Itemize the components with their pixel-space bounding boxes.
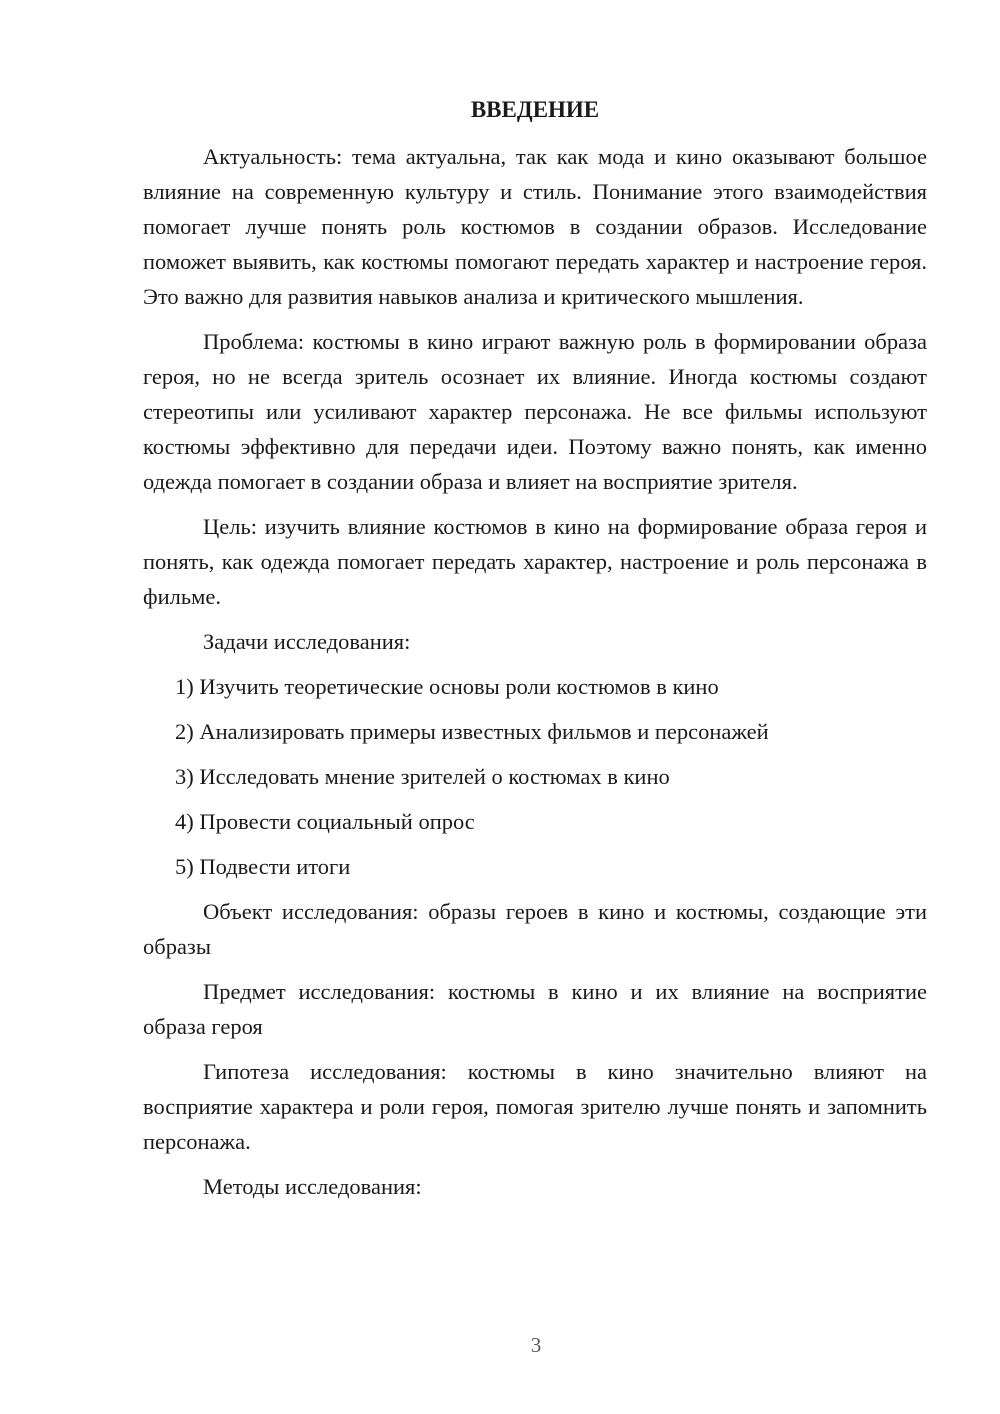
tasks-list	[143, 669, 927, 884]
paragraph-subject: Предмет исследования: костюмы в кино и их влияние на восприятие образа героя	[143, 979, 927, 1039]
paragraph-problem: Проблема: костюмы в кино играют важную роль в формировании образа героя, но не всегда зритель осознает их влияние. Иногда костюмы создают стереотипы или усиливают характер персонажа. Не все фильмы используют костюмы эффективно для передачи идеи. Поэтому важно понять, как именно одежда помогает в создании образа и влияет на восприятие зрителя.	[143, 329, 927, 494]
page-number: 3	[530, 1333, 542, 1357]
task-item: 1) Изучить теоретические основы роли костюмов в кино	[175, 674, 719, 699]
page-content	[143, 92, 927, 1214]
task-item: 4) Провести социальный опрос	[175, 809, 475, 834]
methods-heading: Методы исследования:	[203, 1174, 422, 1199]
tasks-heading: Задачи исследования:	[203, 629, 411, 654]
paragraph-object: Объект исследования: образы героев в кино и костюмы, создающие эти образы	[143, 899, 927, 959]
task-item: 3) Исследовать мнение зрителей о костюмах в кино	[175, 764, 670, 789]
task-item: 5) Подвести итоги	[175, 854, 351, 879]
paragraph-goal: Цель: изучить влияние костюмов в кино на формирование образа героя и понять, как одежда помогает передать характер, настроение и роль персонажа в фильме.	[143, 514, 927, 609]
task-item: 2) Анализировать примеры известных фильмов и персонажей	[175, 719, 769, 744]
section-title: ВВЕДЕНИЕ	[470, 97, 600, 122]
paragraph-relevance: Актуальность: тема актуальна, так как мода и кино оказывают большое влияние на современную культуру и стиль. Понимание этого взаимодействия помогает лучше понять роль костюмов в создании образов. Исследование поможет выявить, как костюмы помогают передать характер и настроение героя. Это важно для развития навыков анализа и критического мышления.	[143, 144, 927, 309]
paragraph-hypothesis: Гипотеза исследования: костюмы в кино значительно влияют на восприятие характера и роли героя, помогая зрителю лучше понять и запомнить персонажа.	[143, 1059, 927, 1154]
